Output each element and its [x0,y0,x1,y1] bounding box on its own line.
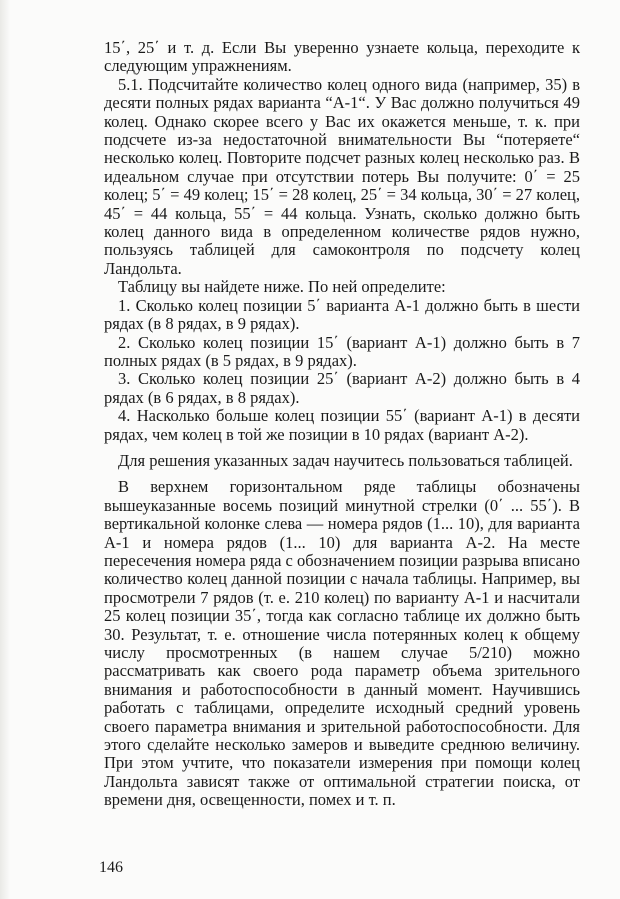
paragraph-table-intro: Таблицу вы найдете ниже. По ней определите: [118,277,446,297]
paragraph-question-4: 4. Насколько больше колец позиции 55΄ (вариант А-1) в десяти рядах, чем колец в той же позиции в 10 рядах (вариант А-2). [104,406,580,444]
paragraph-exercise-5-1: 5.1. Подсчитайте количество колец одного вида (например, 35) в десяти полных рядах варианта “А-1“. У Вас должно получиться 49 колец. Однако скорее всего у Вас их окажется меньше, т. к. при подсчете из-за недостаточной внимательности Вы “потеряете“ несколько колец. Повторите подсчет разных колец несколько раз. В идеальном случае при отсутствии потерь Вы получите: 0΄ = 25 колец; 5΄ = 49 колец; 15΄ = 28 колец, 25΄ = 34 кольца, 30΄ = 27 колец, 45΄ = 44 кольца, 55΄ = 44 кольца. Узнать, сколько должно быть колец данного вида в определенном количестве рядов нужно, пользуясь таблицей для самоконтроля по подсчету колец Ландольта. [104,74,581,278]
paragraph-question-1: 1. Сколько колец позиции 5΄ варианта А-1 должно быть в шести рядах (в 8 рядах, в 9 рядах). [104,295,580,334]
body-text [104,39,580,810]
paragraph-question-2: 2. Сколько колец позиции 15΄ (вариант А-1) должно быть в 7 полных рядах (в 5 рядах, в 9 рядах). [104,332,580,370]
paragraph-table-explanation: В верхнем горизонтальном ряде таблицы обозначены вышеуказанные восемь позиций минутной стрелки (0΄ ... 55΄). В вертикальной колонке слева — номера рядов (1... 10), для варианта А-1 и номера рядов (1... 10) для варианта А-2. На месте пересечения номера ряда с обозначением позиции разрыва вписано количество колец данной позиции с начала таблицы. Например, вы просмотрели 7 рядов (т. е. 210 колец) по варианту А-1 и насчитали 25 колец позиции 35΄, тогда как согласно таблице их должно быть 30. Результат, т. е. отношение числа потерянных колец к общему числу просмотренных (в нашем случае 5/210) можно рассматривать как своего рода параметр объема зрительного внимания и работоспособности в данный момент. Научившись работать с таблицами, определите исходный средний уровень своего параметра внимания и зрительной работоспособности. Для этого сделайте несколько замеров и выведите среднюю величину. При этом учтите, что показатели измерения при помощи колец Ландольта зависят также от оптимальной стратегии поиска, от времени дня, освещенности, помех и т. п. [104,477,580,810]
paragraph-table-usage: Для решения указанных задач научитесь пользоваться таблицей. [118,450,573,470]
page-number: 146 [99,859,123,876]
paragraph-question-3: 3. Сколько колец позиции 25΄ (вариант А-2) должно быть в 4 рядах (в 6 рядах, в 8 рядах). [104,369,580,407]
paragraph-continuation: 15΄, 25΄ и т. д. Если Вы уверенно узнаете кольца, переходите к следующим упражнениям. [104,38,580,76]
